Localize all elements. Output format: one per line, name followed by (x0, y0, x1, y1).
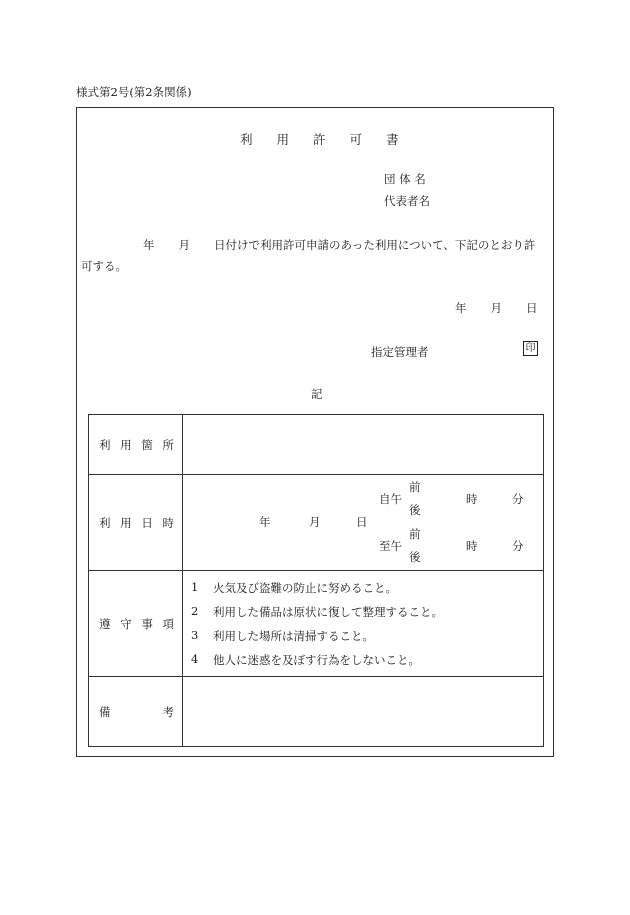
seal-stamp-box: 印 (523, 341, 538, 356)
issue-day: 日 (526, 301, 538, 315)
label-char: 利 (99, 437, 111, 452)
remarks-value-cell (183, 677, 544, 747)
label-char: 利 (99, 515, 111, 530)
to-am: 前 (409, 527, 421, 541)
use-month: 月 (309, 515, 321, 529)
organization-name-label: 団 体 名 (384, 172, 426, 186)
label-char: 事 (141, 616, 153, 631)
body-text: 日付けで利用許可申請のあった利用について、下記のとおり許 (214, 238, 536, 252)
rules-label-cell (89, 571, 183, 677)
remarks-label-cell (89, 677, 183, 747)
permission-statement-line2: 可する。 (81, 259, 127, 273)
from-am: 前 (409, 480, 421, 494)
rule-text: 他人に迷惑を及ぼす行為をしないこと。 (213, 653, 420, 667)
rule-number: 2 (191, 604, 199, 618)
title-char: 可 (349, 132, 363, 147)
rule-number: 1 (191, 580, 199, 594)
to-hour: 時 (466, 539, 478, 553)
to-prefix: 至午 (379, 539, 402, 553)
rule-number: 4 (191, 652, 199, 666)
designated-manager-label: 指定管理者 (371, 345, 429, 359)
table-row (89, 475, 544, 571)
label-char: 備 (99, 704, 111, 719)
rule-text: 火気及び盗難の防止に努めること。 (213, 581, 397, 595)
rule-text: 利用した場所は清掃すること。 (213, 629, 374, 643)
place-value-cell (183, 415, 544, 475)
table-row (89, 677, 544, 747)
document-title (240, 130, 399, 148)
label-char: 日 (141, 515, 153, 530)
from-hour: 時 (466, 492, 478, 506)
label-char: 遵 (99, 616, 111, 631)
details-table (88, 414, 544, 747)
rule-text: 利用した備品は原状に復して整理すること。 (213, 605, 443, 619)
table-row (89, 415, 544, 475)
form-number-label: 様式第2号(第2条関係) (76, 85, 192, 99)
title-char: 利 (240, 132, 253, 147)
use-year: 年 (259, 515, 271, 529)
label-char: 項 (162, 616, 174, 631)
issue-year: 年 (455, 301, 467, 315)
body-year: 年 (143, 238, 155, 252)
datetime-label-cell (89, 475, 183, 571)
rule-number: 3 (191, 628, 199, 642)
from-pm: 後 (409, 503, 421, 517)
label-char: 所 (162, 437, 174, 452)
title-char: 用 (276, 132, 290, 147)
table-row (89, 571, 544, 677)
label-char: 守 (120, 616, 132, 631)
permission-statement-line1 (143, 237, 535, 253)
label-char: 時 (162, 515, 174, 530)
label-char: 用 (120, 515, 132, 530)
use-day: 日 (356, 515, 368, 529)
title-char: 書 (386, 132, 399, 147)
to-pm: 後 (409, 550, 421, 564)
body-month: 月 (178, 238, 190, 252)
label-char: 箇 (141, 437, 153, 452)
place-label-cell (89, 415, 183, 475)
to-minute: 分 (512, 539, 524, 553)
issue-month: 月 (490, 301, 502, 315)
label-char: 考 (162, 704, 174, 719)
issue-date (455, 300, 538, 316)
representative-name-label: 代表者名 (384, 194, 430, 208)
rules-value-cell (183, 571, 544, 677)
ki-heading: 記 (311, 387, 323, 401)
label-char: 用 (120, 437, 132, 452)
title-char: 許 (313, 132, 326, 147)
from-prefix: 自午 (379, 492, 402, 506)
from-minute: 分 (512, 492, 524, 506)
datetime-value-cell (183, 475, 544, 571)
